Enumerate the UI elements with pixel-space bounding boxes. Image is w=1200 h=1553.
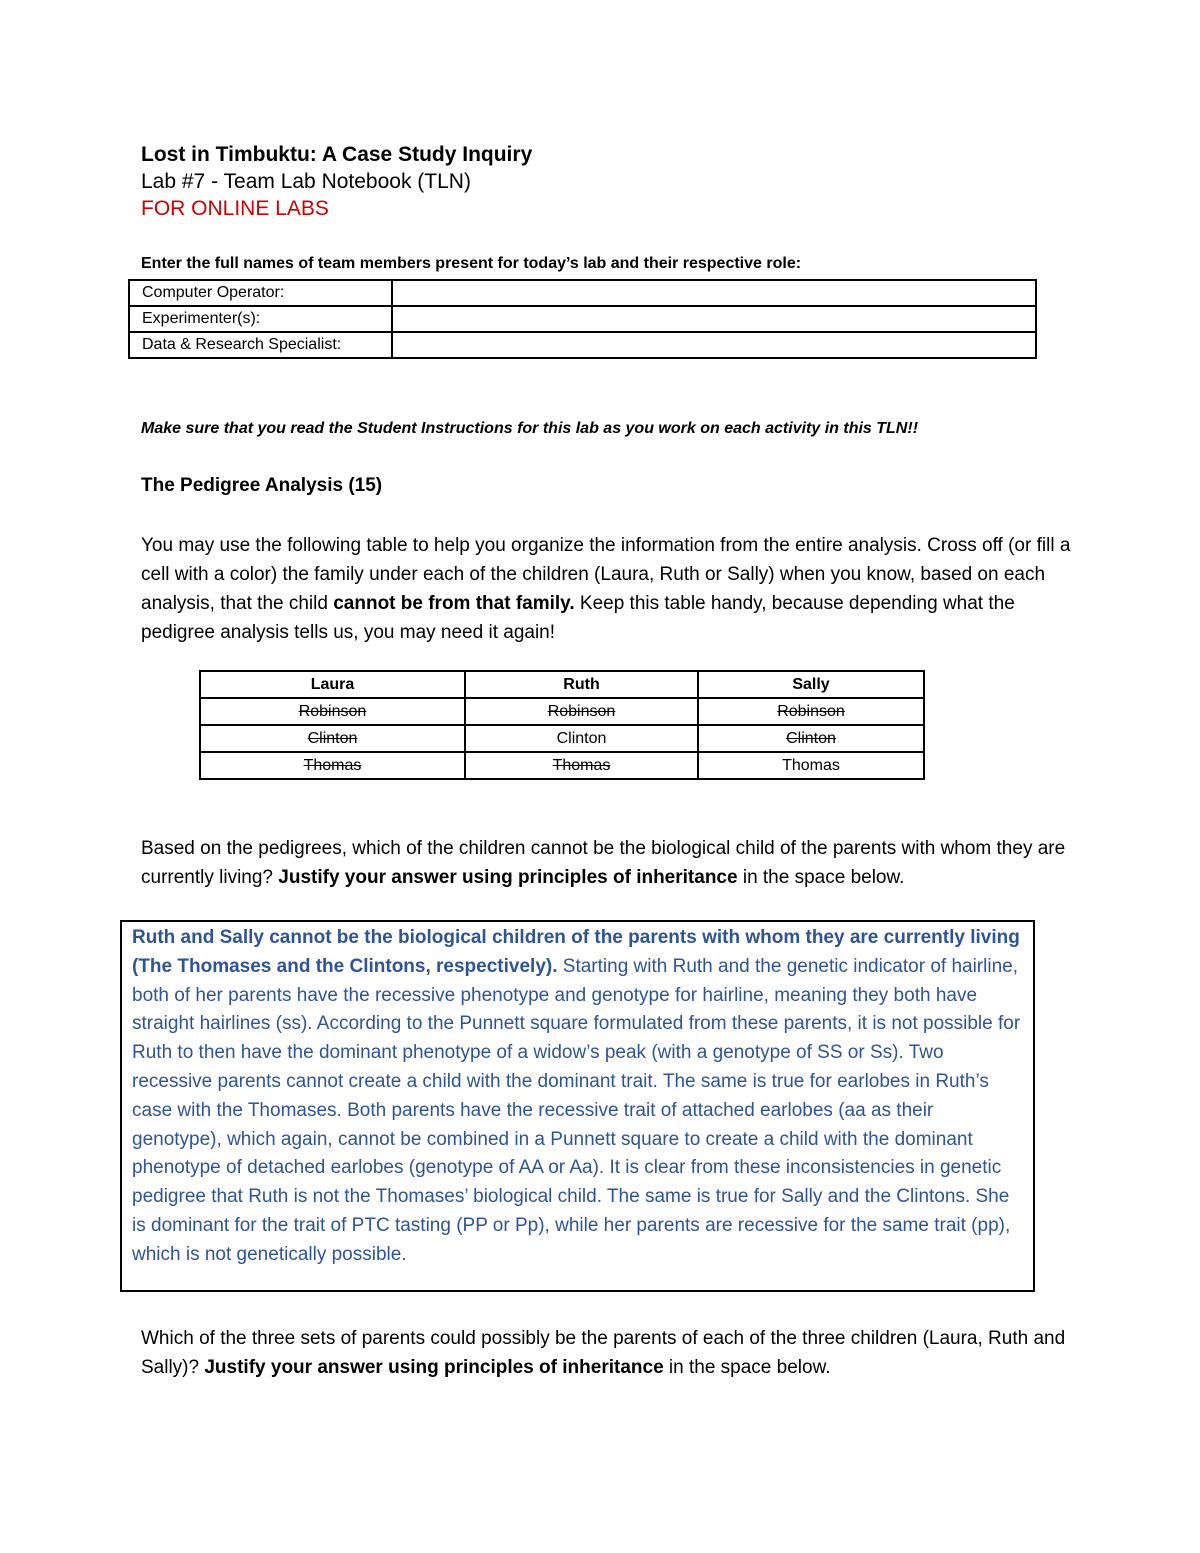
table-row <box>200 752 924 779</box>
question-2-text-2: in the space below. <box>663 1357 831 1378</box>
role-label-experimenter: Experimenter(s): <box>129 306 392 332</box>
intro-text-bold: cannot be from that family. <box>333 593 575 614</box>
role-value-computer-operator[interactable] <box>392 280 1036 306</box>
role-value-experimenter[interactable] <box>392 306 1036 332</box>
table-cell: Thomas <box>465 752 698 779</box>
table-cell: Thomas <box>200 752 465 779</box>
question-2 <box>141 1324 1071 1382</box>
role-label-computer-operator: Computer Operator: <box>129 280 392 306</box>
table-header-row <box>200 671 924 698</box>
answer-1-body: Starting with Ruth and the genetic indicator of hairline, both of her parents have the recessive phenotype and genotype for hairline, meaning they both have straight hairlines (ss). According to the Punnett square formulated from these parents, it is not possible for Ruth to then have the dominant phenotype of a widow’s peak (with a genotype of SS or Ss). Two recessive parents cannot create a child with the dominant trait. The same is true for earlobes in Ruth’s case with the Thomases. Both parents have the recessive trait of attached earlobes (aa as their genotype), which again, cannot be combined in a Punnett square to create a child with the dominant phenotype of detached earlobes (genotype of AA or Aa). It is clear from these inconsistencies in genetic pedigree that Ruth is not the Thomases’ biological child. The same is true for Sally and the Clintons. She is dominant for the trait of PTC tasting (PP or Pp), while her parents are recessive for the same trait (pp), which is not genetically possible. <box>132 955 1021 1265</box>
section-heading: The Pedigree Analysis (15) <box>141 475 383 496</box>
document-subtitle: Lab #7 - Team Lab Notebook (TLN) <box>141 170 471 193</box>
table-cell: Clinton <box>465 725 698 752</box>
intro-paragraph <box>141 531 1071 647</box>
instructions-notice: Make sure that you read the Student Instructions for this lab as you work on each activity in this TLN!! <box>141 420 919 437</box>
document-title: Lost in Timbuktu: A Case Study Inquiry <box>141 143 533 166</box>
role-label-data-research-specialist: Data & Research Specialist: <box>129 332 392 358</box>
question-1-text-bold: Justify your answer using principles of inheritance <box>278 867 738 888</box>
table-cell: Robinson <box>698 698 924 725</box>
table-row <box>200 725 924 752</box>
answer-1-box[interactable] <box>120 920 1035 1292</box>
online-labs-label: FOR ONLINE LABS <box>141 197 329 220</box>
intro-text-2: Keep this table handy, because depending what the pedigree analysis tells us, you may need it again! <box>141 593 1015 643</box>
role-value-data-research-specialist[interactable] <box>392 332 1036 358</box>
table-cell: Robinson <box>200 698 465 725</box>
question-1-text-2: in the space below. <box>737 867 905 888</box>
family-elimination-table <box>199 670 925 780</box>
table-cell: Clinton <box>698 725 924 752</box>
table-row <box>129 332 1036 358</box>
table-row <box>129 280 1036 306</box>
intro-text-1: You may use the following table to help you organize the information from the entire analysis. Cross off (or fill a cell with a color) the family under each of the children (Laura, Ruth or Sally) when you know, based on each analysis, that the child <box>141 535 1071 614</box>
question-2-text-1: Which of the three sets of parents could possibly be the parents of each of the three children (Laura, Ruth and Sally)? <box>141 1328 1066 1378</box>
answer-1-bold: Ruth and Sally cannot be the biological children of the parents with whom they are currently living (The Thomases and the Clintons, respectively). <box>132 927 1020 977</box>
column-header-sally: Sally <box>698 671 924 698</box>
team-roles-table <box>128 279 1037 359</box>
table-cell: Clinton <box>200 725 465 752</box>
column-header-laura: Laura <box>200 671 465 698</box>
team-instruction: Enter the full names of team members present for today’s lab and their respective role: <box>141 255 802 272</box>
table-row <box>200 698 924 725</box>
question-1 <box>141 834 1071 892</box>
question-2-text-bold: Justify your answer using principles of inheritance <box>204 1357 664 1378</box>
table-cell: Robinson <box>465 698 698 725</box>
table-row <box>129 306 1036 332</box>
column-header-ruth: Ruth <box>465 671 698 698</box>
table-cell: Thomas <box>698 752 924 779</box>
question-1-text-1: Based on the pedigrees, which of the children cannot be the biological child of the parents with whom they are currently living? <box>141 838 1066 888</box>
